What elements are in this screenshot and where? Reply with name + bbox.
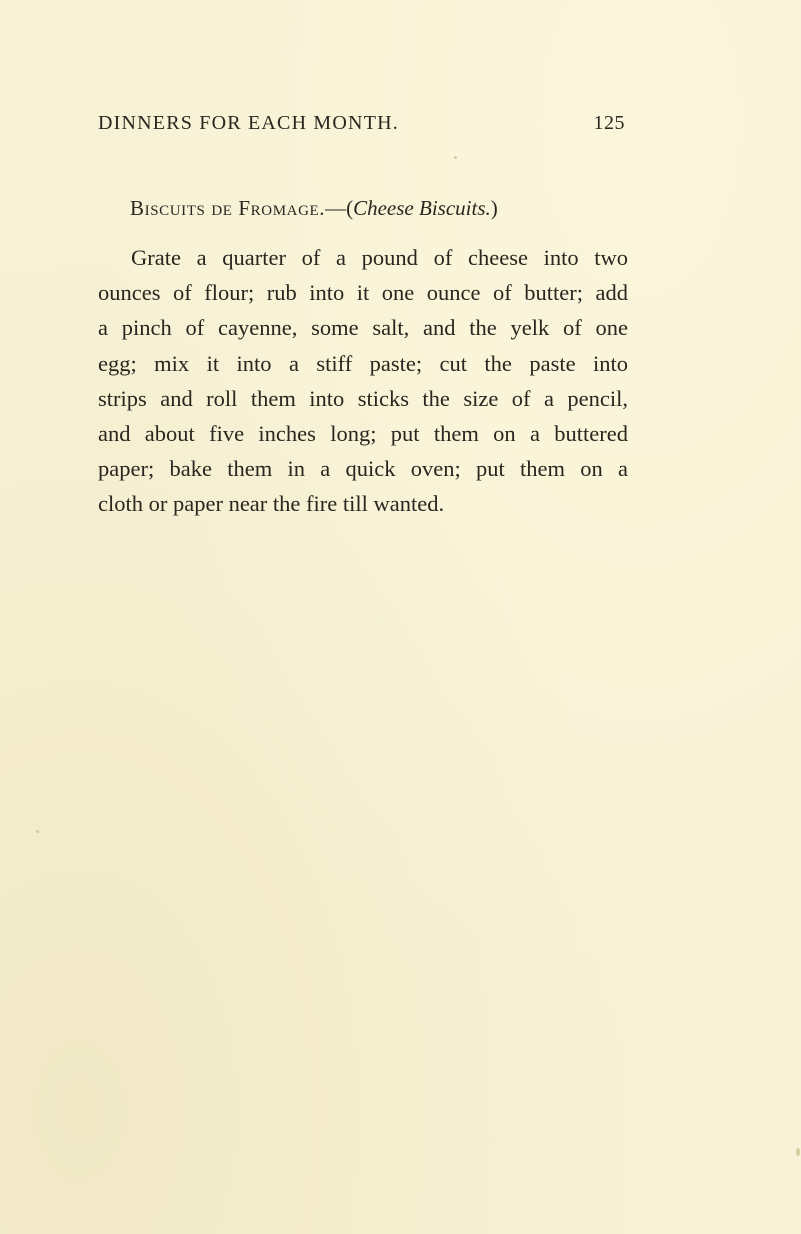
recipe-name: Biscuits de Fromage. (130, 196, 326, 220)
recipe-paragraph (98, 240, 628, 522)
recipe-heading (130, 196, 498, 221)
paragraph-line: a pinch of cayenne, some salt, and the yelk of one (98, 315, 628, 341)
paragraph-line: strips and roll them into sticks the size of a pencil, (98, 385, 628, 411)
paragraph-line: cloth or paper near the fire till wanted. (98, 491, 445, 517)
running-head (98, 112, 625, 140)
translation-close-paren: ) (490, 196, 498, 220)
paper-speck (796, 1148, 800, 1156)
running-title: DINNERS FOR EACH MONTH. (98, 112, 399, 134)
paragraph-line: egg; mix it into a stiff paste; cut the paste into (98, 350, 628, 376)
translation-open-paren: ( (346, 196, 354, 220)
recipe-translation: Cheese Biscuits. (353, 196, 491, 220)
paper-speck (454, 156, 457, 159)
heading-dash: — (325, 196, 347, 220)
paragraph-line: ounces of flour; rub into it one ounce of butter; add (98, 280, 628, 306)
paragraph-line: and about five inches long; put them on a buttered (98, 421, 628, 447)
paragraph-line: Grate a quarter of a pound of cheese into two (131, 245, 628, 270)
paper-speck (36, 830, 39, 833)
page-number: 125 (593, 112, 625, 134)
paragraph-line: paper; bake them in a quick oven; put them on a (98, 456, 628, 482)
